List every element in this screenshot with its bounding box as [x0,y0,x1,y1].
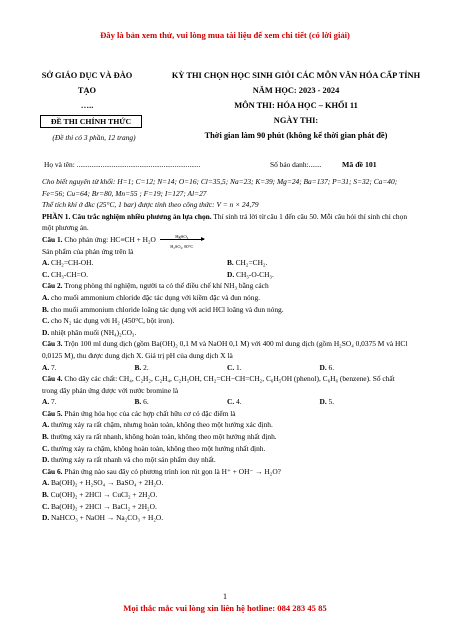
question-5 [42,408,412,420]
subject: MÔN THI: HÓA HỌC – KHỐI 11 [234,101,358,110]
gas-volume-formula: Thể tích khí ở đkc (25°C, 1 bar) được tính theo công thức: V = n × 24,79 [42,200,259,210]
reaction-arrow [158,233,210,249]
exam-date: NGÀY THI: [273,116,319,125]
arrow-icon [160,239,204,240]
option-d: D. nhiệt phân muối (NH₄)₂CO₃. [42,327,137,337]
department-line-3: ….. [80,101,94,110]
question-label: Câu 3. [42,339,63,349]
option-b: B. Cu(OH)₂ + 2HCl → CuCl₂ + 2H₂O. [42,490,158,500]
question-4 [42,373,412,396]
atomic-masses: Cho biết nguyên tử khối: H=1; C=12; N=14; O=16; Cl=35,5; Na=23; K=39; Mg=24; Ba=137; P=31; S=32; Ca=40; Fe=56; Cu=64; Br=80, Mn=55 ; F=19; I=127; Al=27 [42,177,398,198]
department-header [38,68,136,113]
question-text: Phản ứng nào sau đây có phương trình ion rút gọn là H⁺ + OH⁻ → H₂O? [62,466,281,476]
time-limit: Thời gian làm 90 phút (không kể thời gian phát đề) [204,131,388,140]
school-year: NĂM HỌC: 2023 - 2024 [252,86,340,95]
question-6 [42,466,412,478]
question-3 [42,338,412,361]
option-c: C. cho N₂ tác dụng với H₂ (450°C, bột iron). [42,316,175,326]
question-text: Phản ứng hóa học của các hợp chất hữu cơ có đặc điểm là [62,408,236,418]
official-exam-box: ĐỀ THI CHÍNH THỨC [40,115,142,128]
hotline-banner: Mọi thắc mắc vui lòng xin liên hệ hotline: 084 283 45 85 [123,603,327,613]
part1-title: PHẦN 1. Câu trắc nghiệm nhiều phương án lựa chọn. [42,211,212,221]
option-b: B. 6. [134,397,149,407]
option-d: D. 5. [319,397,335,407]
question-1 [42,233,412,249]
option-d: D. 6. [319,362,335,372]
question-label: Câu 5. [42,408,63,418]
pages-note: (Đề thi có 3 phần, 12 trang) [52,133,136,142]
exam-code: Mã đề 101 [342,160,377,169]
question-text: Cho phản ứng: HC≡CH + H₂O [62,234,158,244]
question-label: Câu 2. [42,281,63,291]
department-line-2: TẠO [77,86,97,95]
option-b: B. cho muối ammonium chloride loãng tác dụng với acid HCl loãng và đun nóng. [42,304,284,314]
exam-content [42,176,412,524]
option-c: C. 4. [227,397,242,407]
reaction-condition: H₂SO₄, 80°C [170,243,194,249]
option-d: D. NaHCO₃ + NaOH → Na₂CO₃ + H₂O. [42,513,164,523]
answer-options [42,257,412,269]
option-a: A. Ba(OH)₂ + H₂SO₄ → BaSO₄ + 2H₂O. [42,478,164,488]
option-b: B. thường xảy ra rất nhanh, không hoàn toàn, không theo một hướng nhất định. [42,432,277,442]
option-c: C. CH₃-CH=O. [42,269,88,279]
question-label: Câu 6. [42,466,63,476]
option-b: B. CH₂=CH₂. [227,258,268,268]
option-c: C. Ba(OH)₂ + 2HCl → BaCl₂ + 2H₂O. [42,501,157,511]
option-b: B. 2. [134,362,149,372]
answer-options [42,396,412,408]
reaction-catalyst: HgSO₄ [175,233,189,239]
candidate-number-line: Số báo danh:....... [270,160,322,169]
part1-intro [42,211,412,234]
page-number: 1 [223,592,227,601]
option-a: A. 7. [42,397,57,407]
question-text: Trong phòng thí nghiệm, người ta có thể điều chế khí NH₃ bằng cách [62,281,269,291]
option-d: D. CH₃-O-CH₃. [227,269,274,279]
option-a: A. CH₂=CH-OH. [42,258,94,268]
question-subtext: Sản phẩm của phản ứng trên là [42,246,134,256]
candidate-name-line: Họ và tên: ................................................................... [44,160,201,169]
exam-header [160,68,432,143]
option-a: A. 7. [42,362,57,372]
option-c: C. 1. [227,362,242,372]
question-label: Câu 1. [42,234,63,244]
option-c: C. thường xảy ra chậm, không hoàn toàn, không theo một hướng nhất định. [42,443,266,453]
answer-options [42,362,412,374]
question-text: Trộn 100 ml dung dịch (gồm Ba(OH)₂ 0,1 M và NaOH 0,1 M) với 400 ml dung dịch (gồm H₂SO₄ 0,0375 M và HCl 0,0125 M), thu được dung dịch X. Giá trị pH của dung dịch X là [42,339,408,360]
question-label: Câu 4. [42,374,63,384]
preview-banner: Đây là bản xem thử, vui lòng mua tài liệu để xem chi tiết (có lời giải) [100,30,350,40]
answer-options [42,269,412,281]
option-a: A. thường xảy ra rất chậm, nhưng hoàn toàn, không theo một hướng xác định. [42,420,273,430]
option-d: D. thường xảy ra rất nhanh và cho một sản phẩm duy nhất. [42,455,216,465]
exam-title: KỲ THI CHỌN HỌC SINH GIỎI CÁC MÔN VĂN HÓA CẤP TỈNH [171,71,421,80]
part1-description: Thí sinh trả lời từ câu 1 đến câu 50. Mỗi câu hỏi thí sinh chỉ chọn một phương án. [42,211,408,233]
department-line-1: SỞ GIÁO DỤC VÀ ĐÀO [41,71,133,80]
option-a: A. cho muối ammonium chloride đặc tác dụng với kiềm đặc và đun nóng. [42,292,260,302]
question-2 [42,280,412,292]
question-text: Cho dãy các chất: CH₄, C₂H₂, C₂H₄, C₂H₅OH, CH₂=CH−CH=CH₂, C₆H₅OH (phenol), C₆H₆ (benzene). Số chất trong dãy phản ứng được với nước bromine là [42,374,395,395]
